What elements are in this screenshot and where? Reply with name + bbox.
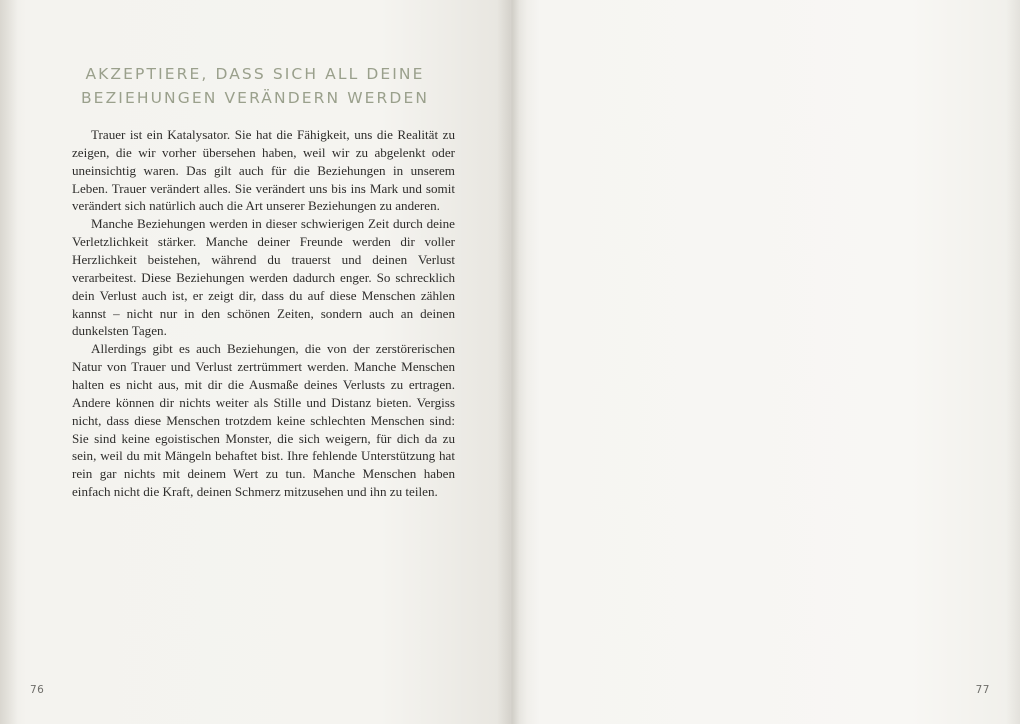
page-right	[510, 0, 1020, 724]
body-text-left	[72, 126, 455, 501]
paragraph: Trauer ist ein Katalysator. Sie hat die Fähigkeit, uns die Realität zu zeigen, die wir vorher übersehen haben, weil wir zu abgelenkt oder uneinsichtig waren. Das gilt auch für die Beziehungen in unserem Leben. Trauer verändert alles. Sie verändert uns bis ins Mark und somit verändert sich natürlich auch die Art unserer Beziehungen zu anderen.	[72, 127, 455, 214]
paragraph: Allerdings gibt es auch Beziehungen, die von der zerstörerischen Natur von Trauer und Verlust zertrümmert werden. Manche Menschen halten es nicht aus, mit dir die Ausmaße deines Verlusts zu ertragen. Andere können dir nichts weiter als Stille und Distanz bieten. Vergiss nicht, dass diese Menschen trotzdem keine schlechten Menschen sind: Sie sind keine egoistischen Monster, die sich weigern, für dich da zu sein, weil du mit Mängeln behaftet bist. Ihre fehlende Unterstützung hat rein gar nichts mit deinem Wert zu tun. Manche Menschen haben einfach nicht die Kraft, deinen Schmerz mitzusehen und ihn zu teilen.	[72, 341, 455, 500]
page-edge-shading-left	[0, 0, 18, 724]
page-number-right: 77	[975, 684, 990, 696]
chapter-title-left: AKZEPTIERE, DASS SICH ALL DEINE BEZIEHUNGEN VERÄNDERN WERDEN	[80, 65, 430, 108]
page-number-left: 76	[30, 684, 45, 696]
page-edge-shading-right	[1006, 0, 1020, 724]
paragraph: Manche Beziehungen werden in dieser schwierigen Zeit durch deine Verletzlichkeit stärker. Manche deiner Freunde werden dir voller Herzlichkeit beistehen, während du trauerst und deinen Verlust verarbeitest. Diese Beziehungen werden dadurch enger. So schrecklich dein Verlust auch ist, er zeigt dir, dass du auf diese Menschen zählen kannst – nicht nur in den schönen Zeiten, sondern auch an deinen dunkelsten Tagen.	[72, 216, 455, 339]
